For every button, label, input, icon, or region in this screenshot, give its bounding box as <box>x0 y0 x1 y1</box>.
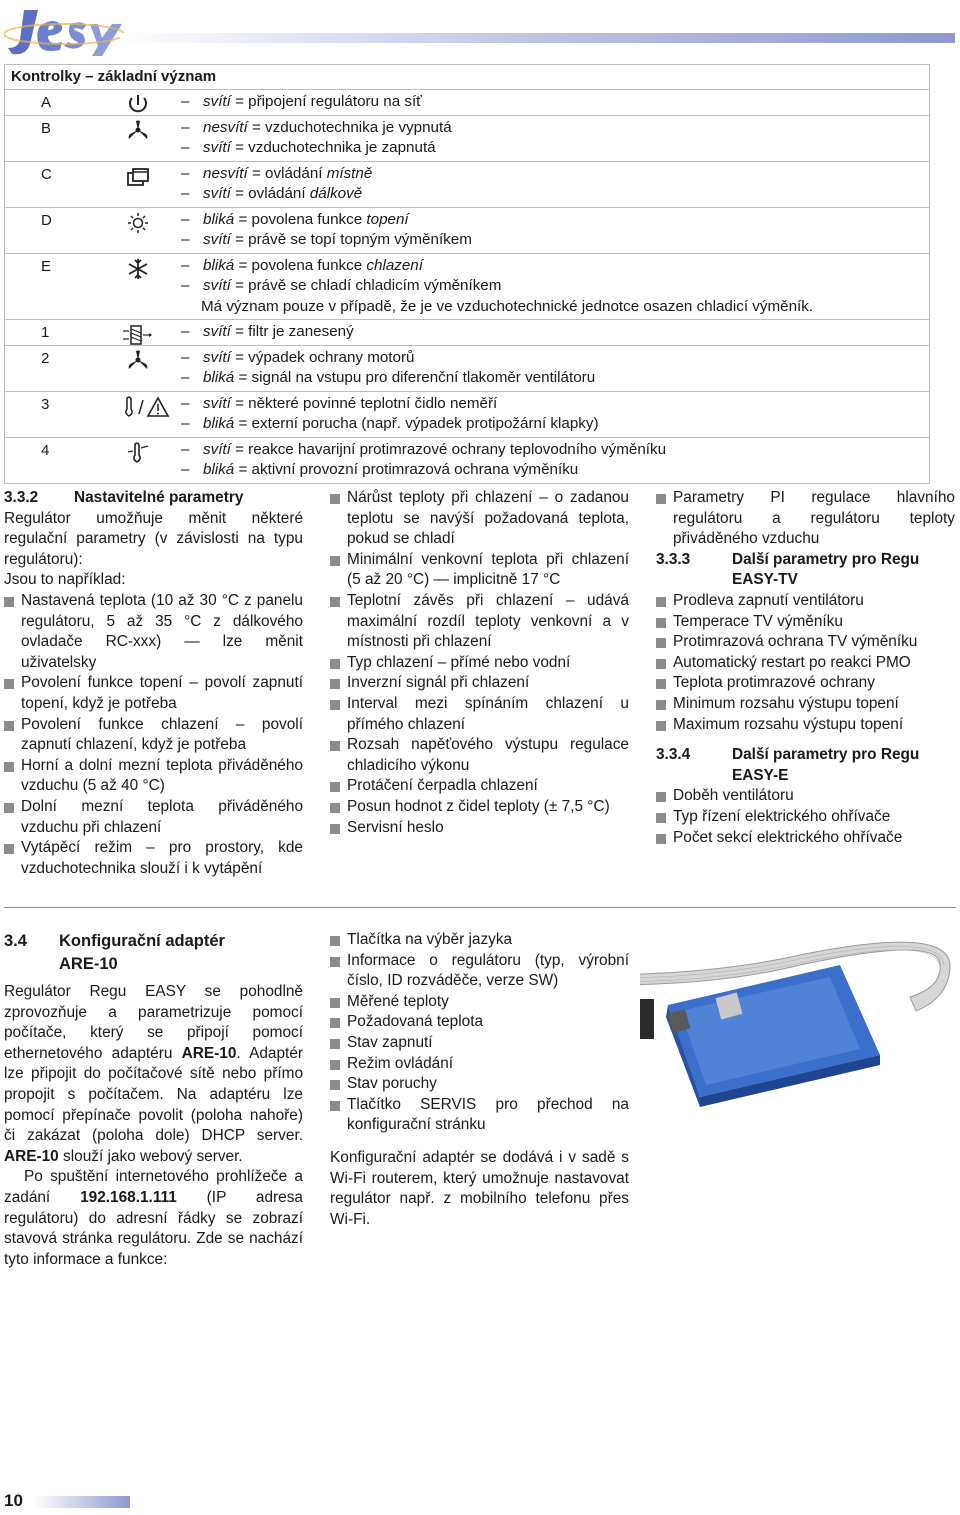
table-row <box>5 208 929 254</box>
list-item: Informace o regulátoru (typ, výrobní číslo, ID rozváděče, verze SW) <box>330 951 629 992</box>
paragraph: Regulátor Regu EASY se pohodlně zprovozňuje a parametrizuje pomocí počítače, který se připojí pomocí ethernetového adaptéru ARE-10. Adaptér lze připojit do počítačové sítě nebo přímo propojit s počítačem. Na adaptéru lze pomocí přepínače povolit (poloha nahoře) či zakázat (poloha dole) DHCP server. ARE-10 slouží jako webový server. <box>4 983 303 1165</box>
list-item: Inverzní signál při chlazení <box>330 673 629 694</box>
row-key: 1 <box>41 324 50 341</box>
sensor-warning-icon <box>121 396 155 418</box>
row-line: – svítí = výpadek ochrany motorů <box>181 348 415 366</box>
row-line: – svítí = reakce havarijní protimrazové ochrany teplovodního výměníku <box>181 440 667 458</box>
table-row <box>5 392 929 438</box>
table-row <box>5 162 929 208</box>
row-line: – svítí = některé povinné teplotní čidlo neměří <box>181 394 498 412</box>
list-item: Nastavená teplota (10 až 30 °C z panelu regulátoru, 5 až 35 °C z dálkového ovladače RC-xxx) — lze měnit uživatelsky <box>4 591 303 673</box>
row-line: – bliká = aktivní provozní protimrazová ochrana výměníku <box>181 461 579 478</box>
section-heading: 3.3.3 Další parametry pro Regu EASY-TV <box>656 550 920 589</box>
list-item: Protimrazová ochrana TV výměníku <box>656 632 955 653</box>
row-key: D <box>41 211 52 229</box>
row-key: 4 <box>41 441 50 459</box>
list-item: Tlačítko SERVIS pro přechod na konfigurační stránku <box>330 1095 629 1136</box>
are10-adapter-image <box>640 925 960 1125</box>
row-line: – bliká = signál na vstupu pro diferenční tlakoměr ventilátoru <box>181 369 596 386</box>
section-333-334 <box>656 488 955 848</box>
row-line: – svítí = vzduchotechnika je zapnutá <box>181 139 436 156</box>
table-row <box>5 438 929 484</box>
indicator-table <box>4 64 930 484</box>
list-item: Povolení funkce topení – povolí zapnutí topení, když je potřeba <box>4 673 303 714</box>
row-line: – nesvítí = vzduchotechnika je vypnutá <box>181 118 452 136</box>
row-key: E <box>41 257 52 275</box>
list-item: Automatický restart po reakci PMO <box>656 653 955 674</box>
footer-bar <box>34 1496 130 1508</box>
paragraph: Jsou to například: <box>4 571 126 589</box>
filter-icon <box>121 324 155 346</box>
row-key: C <box>41 165 52 183</box>
row-key: A <box>41 94 52 111</box>
header-bar <box>120 33 955 43</box>
fan-icon <box>121 350 155 372</box>
row-note: Má význam pouze v případě, že je ve vzduchotechnické jednotce osazen chladicí výměník. <box>201 297 814 315</box>
list-item: Měřené teploty <box>330 992 629 1013</box>
adapter-box <box>666 965 880 1107</box>
section-332-cont <box>330 488 629 838</box>
fan-icon <box>121 120 155 142</box>
list-item: Stav zapnutí <box>330 1033 629 1054</box>
snowflake-icon <box>121 258 155 280</box>
paragraph: Regulátor umožňuje měnit některé regulační parametry (v závislosti na typu regulátoru): <box>4 509 303 568</box>
row-line: – bliká = povolena funkce topení <box>181 210 409 228</box>
table-title: Kontrolky – základní význam <box>5 65 929 90</box>
power-icon <box>121 94 155 116</box>
page-number: 10 <box>4 1491 23 1510</box>
paragraph: Konfigurační adaptér se dodává i v sadě s Wi-Fi routerem, který umožnuje nastavovat regulátor např. z mobilního telefonu přes Wi-Fi. <box>330 1148 629 1228</box>
list-item: Vytápěcí režim – pro prostory, kde vzduchotechnika slouží i k vytápění <box>4 838 303 879</box>
row-line: – bliká = povolena funkce chlazení <box>181 256 423 274</box>
row-line: – bliká = externí porucha (např. výpadek protipožární klapky) <box>181 415 599 432</box>
list-item: Tlačítka na výběr jazyka <box>330 930 629 951</box>
table-row <box>5 346 929 392</box>
list-item: Posun hodnot z čidel teploty (± 7,5 °C) <box>330 797 629 818</box>
list-item: Rozsah napěťového výstupu regulace chladicího výkonu <box>330 735 629 776</box>
section-34 <box>4 930 303 1270</box>
list-item: Teplota protimrazové ochrany <box>656 673 955 694</box>
list-item: Parametry PI regulace hlavního regulátoru a regulátoru teploty přiváděného vzduchu <box>656 488 955 550</box>
jesy-logo <box>4 4 134 60</box>
table-row <box>5 320 929 346</box>
list-item: Stav poruchy <box>330 1074 629 1095</box>
row-line: – svítí = právě se topí topným výměníkem <box>181 231 472 248</box>
connector <box>640 999 654 1039</box>
list-item: Interval mezi spínáním chlazení u přímého chlazení <box>330 694 629 735</box>
row-line: – svítí = ovládání dálkově <box>181 185 363 202</box>
table-row <box>5 254 929 321</box>
list-item: Počet sekcí elektrického ohřívače <box>656 828 955 849</box>
row-line: – nesvítí = ovládání místně <box>181 164 373 182</box>
row-key: 2 <box>41 349 50 367</box>
list-item: Dolní mezní teplota přiváděného vzduchu při chlazení <box>4 797 303 838</box>
section-heading: 3.3.4 Další parametry pro Regu EASY-E <box>656 746 920 784</box>
list-item: Požadovaná teplota <box>330 1012 629 1033</box>
list-item: Režim ovládání <box>330 1054 629 1075</box>
list-item: Temperace TV výměníku <box>656 612 955 633</box>
list-item: Servisní heslo <box>330 818 629 839</box>
row-line: – svítí = právě se chladí chladicím výměníkem <box>181 277 502 294</box>
list-item: Typ řízení elektrického ohřívače <box>656 807 955 828</box>
list-item: Povolení funkce chlazení – povolí zapnutí chlazení, když je potřeba <box>4 715 303 756</box>
thermometer-icon <box>121 442 155 464</box>
list-item: Nárůst teploty při chlazení – o zadanou teplotu se navýší požadovaná teplota, pokud se chladí <box>330 488 629 550</box>
paragraph: Po spuštění internetového prohlížeče a zadání 192.168.1.111 (IP adresa regulátoru) do adresní řádky se zobrazí stavová stránka regulátoru. Zde se nachází tyto informace a funkce: <box>4 1168 303 1268</box>
section-332 <box>4 488 303 879</box>
list-item: Minimální venkovní teplota při chlazení (5 až 20 °C) — implicitně 17 °C <box>330 550 629 591</box>
table-row <box>5 90 929 116</box>
row-line: – svítí = připojení regulátoru na síť <box>181 93 422 110</box>
list-item: Prodleva zapnutí ventilátoru <box>656 591 955 612</box>
list-item: Horní a dolní mezní teplota přiváděného vzduchu (5 až 40 °C) <box>4 756 303 797</box>
list-item: Teplotní závěs při chlazení – udává maximální rozdíl teploty venkovní a v místnosti při chlazení <box>330 591 629 653</box>
section-divider <box>4 907 956 908</box>
list-item: Doběh ventilátoru <box>656 786 955 807</box>
section-34-cont <box>330 930 629 1230</box>
section-heading: 3.4 Konfigurační adaptér ARE-10 <box>4 932 225 973</box>
row-key: 3 <box>41 395 50 413</box>
sun-icon <box>121 212 155 234</box>
list-item: Protáčení čerpadla chlazení <box>330 776 629 797</box>
section-heading: 3.3.2 Nastavitelné parametry <box>4 489 244 506</box>
row-line: – svítí = filtr je zanesený <box>181 323 354 340</box>
windows-icon <box>121 166 155 188</box>
table-row <box>5 116 929 162</box>
brand-text: Jesy <box>8 58 11 59</box>
list-item: Minimum rozsahu výstupu topení <box>656 694 955 715</box>
row-key: B <box>41 119 52 137</box>
list-item: Maximum rozsahu výstupu topení <box>656 715 955 736</box>
list-item: Typ chlazení – přímé nebo vodní <box>330 653 629 674</box>
